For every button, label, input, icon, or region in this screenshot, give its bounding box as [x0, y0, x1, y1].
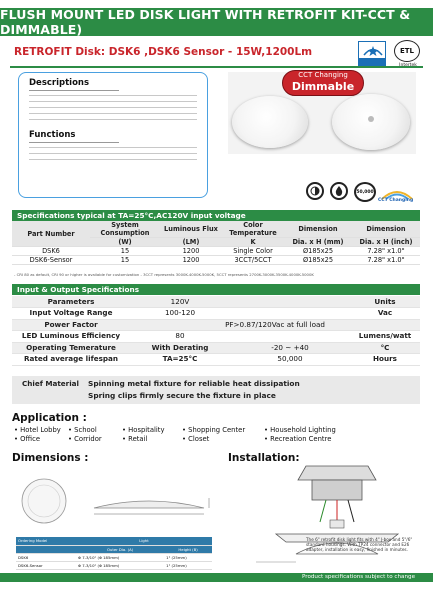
list-item: • Hotel Lobby	[14, 426, 61, 434]
descriptions-heading: Descriptions	[29, 78, 119, 91]
ordering-cell: DSK6-Sensor	[16, 561, 76, 569]
spec-col-flux: Luminous Flux	[160, 221, 222, 238]
installation-text: The 6" retrofit disk light fits with 4" J-box and 5"/6" standard housings. With TP24 connector and E26 adapter, installation is easy, finished in minutes.	[306, 537, 413, 553]
ordering-subcol	[16, 545, 76, 553]
io-spacer	[230, 331, 350, 343]
material-label: Chief Material	[22, 379, 79, 388]
spec-cell: Ø185x25	[284, 247, 352, 256]
io-table	[12, 296, 420, 366]
spec-unit: Dia. x H (mm)	[284, 238, 352, 247]
etl-logo: ETL	[394, 40, 420, 62]
ordering-subcol: Height (B)	[164, 545, 212, 553]
spec-cell: 1200	[160, 247, 222, 256]
disk-light-sensor-image	[332, 94, 410, 150]
spec-cell: 7.28" x1.0"	[352, 247, 420, 256]
list-item: • Corridor	[68, 435, 102, 443]
energy-star-logo	[358, 41, 386, 67]
io-value-text: 120V	[170, 296, 190, 306]
spec-col-power: System Consumption	[90, 221, 160, 238]
ordering-cell: Φ 7-3/10" (Φ 185mm)	[76, 553, 164, 561]
list-item: • Retail	[122, 435, 148, 443]
list-item: • Shopping Center	[182, 426, 246, 434]
list-item: • Closet	[182, 435, 210, 443]
table-row	[16, 553, 212, 561]
material-line-2: Spring clips firmly secure the fixture in place	[88, 391, 276, 400]
spec-cell: Single Color	[222, 247, 284, 256]
dimmable-icon	[306, 182, 324, 200]
footer-note: Product specifications subject to change without notice	[302, 574, 416, 589]
list-item: • School	[68, 426, 97, 434]
ordering-subcol: Outer Dia. (A)	[76, 545, 164, 553]
io-label: Parameters	[12, 296, 130, 308]
io-label: Rated average lifespan	[12, 354, 130, 366]
spec-cell: DSK6	[12, 247, 90, 256]
table-row	[12, 308, 420, 320]
list-item: • Household Lighting	[264, 426, 336, 434]
spec-cell: 3CCT/5CCT	[222, 256, 284, 265]
io-condition: With Derating	[130, 342, 230, 354]
ordering-cell: 1" (25mm)	[164, 553, 212, 561]
table-row	[16, 561, 212, 569]
io-unit: Vac	[350, 308, 420, 320]
dimmable-badge	[282, 70, 364, 96]
spec-heading: Specifications typical at TA=25°C,AC120V input voltage	[12, 210, 420, 221]
table-row	[12, 247, 420, 256]
ordering-cell: DSK6	[16, 553, 76, 561]
io-label: Power Factor	[12, 319, 130, 331]
spec-unit: (W)	[90, 238, 160, 247]
io-label: Operating Temerature	[12, 342, 130, 354]
table-row	[12, 354, 420, 366]
installation-drawing	[236, 462, 422, 572]
application-title: Application :	[12, 412, 87, 424]
spec-footnote: - CRI 80 as default, CRI 90 or higher is available for customization - 3CCT represents 3000K-4000K-5000K, 5CCT represents 2700K-3000K-3500K-4000K-5000K	[14, 272, 314, 277]
io-heading: Input & Output Specifications	[12, 284, 420, 295]
functions-heading: Functions	[29, 130, 119, 143]
page-title: FLUSH MOUNT LED DISK LIGHT WITH RETROFIT KIT-CCT & DIMMABLE)	[0, 8, 433, 36]
spec-col-dim-mm: Dimension	[284, 221, 352, 238]
spec-cell: 1200	[160, 256, 222, 265]
product-subtitle: RETROFIT Disk: DSK6 ,DSK6 Sensor - 15W,1200Lm	[14, 46, 313, 58]
ordering-header-row	[16, 537, 212, 545]
list-item: • Recreation Centre	[264, 435, 332, 443]
dimension-drawing	[14, 470, 214, 532]
io-value	[130, 296, 230, 308]
io-spacer	[230, 308, 350, 320]
energy-star-bar	[359, 58, 385, 66]
table-row	[12, 296, 420, 308]
io-unit: °C	[350, 342, 420, 354]
ordering-table	[16, 537, 212, 570]
io-condition: TA=25°C	[130, 354, 230, 366]
spec-cell: Ø185x25	[284, 256, 352, 265]
sensor-dot	[368, 116, 374, 122]
io-label: LED Luminous Efficiency	[12, 331, 130, 343]
io-value: 80	[130, 331, 230, 343]
installation-title: Installation:	[228, 452, 300, 464]
io-unit: Units	[350, 296, 420, 308]
io-value: 50,000	[230, 354, 350, 366]
spec-cell: 7.28" x1.0"	[352, 256, 420, 265]
damp-location-icon	[330, 182, 348, 200]
io-spacer	[230, 296, 350, 308]
ordering-col-model: Ordering Model	[16, 537, 76, 545]
table-row	[12, 319, 420, 331]
io-label: Input Voltage Range	[12, 308, 130, 320]
table-row	[12, 342, 420, 354]
spec-col-cct: Color Temperature	[222, 221, 284, 238]
spec-table	[12, 221, 420, 265]
list-item: • Hospitality	[122, 426, 165, 434]
io-value: -20 ~ +40	[230, 342, 350, 354]
spec-unit: Dia. x H (inch)	[352, 238, 420, 247]
lifespan-icon: 50,000	[354, 182, 376, 202]
spec-cell: 15	[90, 247, 160, 256]
io-unit: Lumens/watt	[350, 331, 420, 343]
spec-unit: K	[222, 238, 284, 247]
ordering-cell: 1" (25mm)	[164, 561, 212, 569]
header-divider	[10, 66, 423, 68]
description-box	[18, 72, 208, 198]
cct-changing-label: CCT Changing	[378, 198, 414, 203]
io-unit: Hours	[350, 354, 420, 366]
disk-light-image	[232, 96, 308, 148]
list-item: • Office	[14, 435, 41, 443]
io-value: PF>0.87/120Vac at full load	[130, 319, 420, 331]
material-line-1: Spinning metal fixture for reliable heat dissipation	[88, 379, 300, 388]
spec-cell: DSK6-Sensor	[12, 256, 90, 265]
ordering-header-row-2	[16, 545, 212, 553]
badge-cct-text: CCT Changing	[298, 71, 348, 79]
ordering-col-light: Light	[76, 537, 212, 545]
dimensions-title: Dimensions :	[12, 452, 89, 464]
spec-unit: (LM)	[160, 238, 222, 247]
table-row	[12, 256, 420, 265]
spec-header-row	[12, 221, 420, 238]
spec-col-part: Part Number	[12, 221, 90, 247]
io-value: 100-120	[130, 308, 230, 320]
table-row	[12, 331, 420, 343]
ordering-cell: Φ 7-3/10" (Φ 185mm)	[76, 561, 164, 569]
description-lines	[29, 95, 197, 120]
spec-col-dim-inch: Dimension	[352, 221, 420, 238]
spec-cell: 15	[90, 256, 160, 265]
badge-dimmable-text: Dimmable	[291, 80, 355, 93]
function-lines	[29, 147, 197, 160]
